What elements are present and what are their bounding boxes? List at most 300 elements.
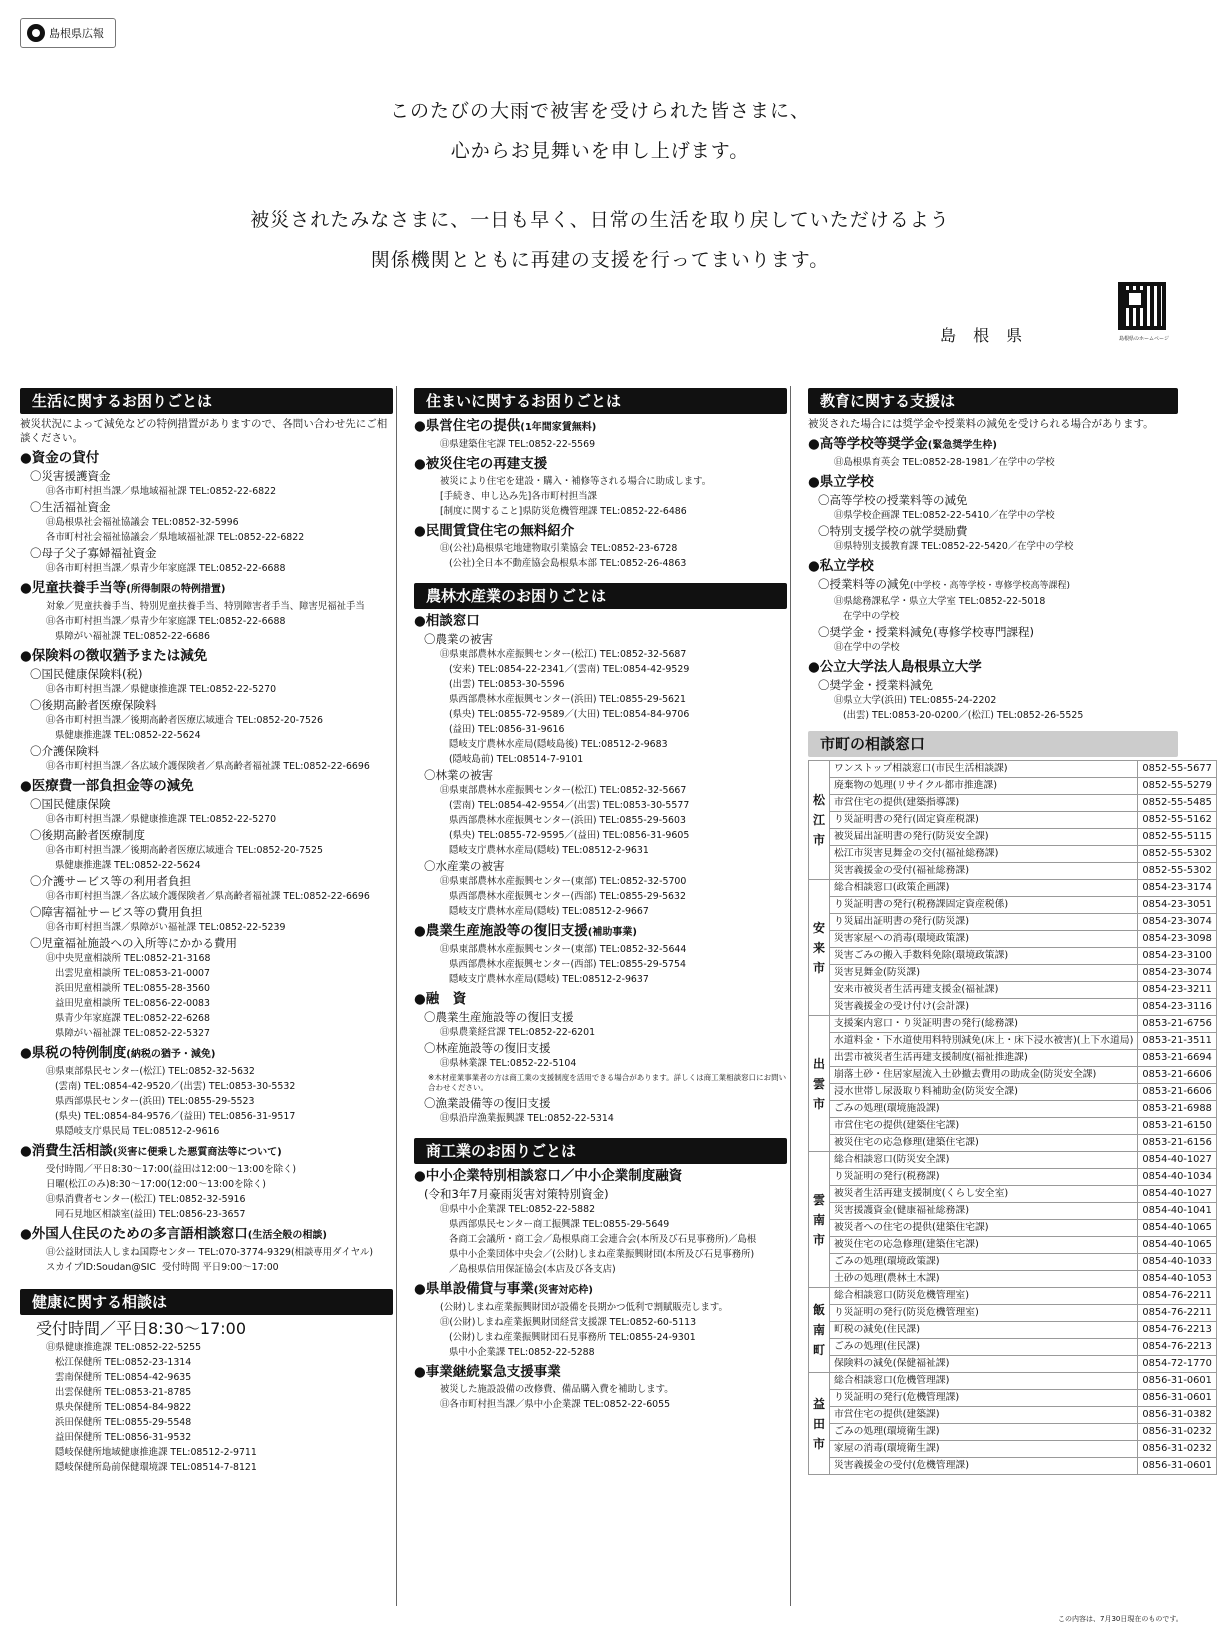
contact-phone: 0854-23-3211 <box>1138 982 1216 999</box>
table-row <box>809 1186 1217 1203</box>
detail-line: ㊐県東部県民センター(松江) TEL:0852-32-5632 <box>46 1066 255 1077</box>
subsection-title: 〇林業の被害 <box>424 768 493 782</box>
contact-phone: 0853-21-6694 <box>1138 1050 1216 1067</box>
detail-line: スカイプID:Soudan@SIC 受付時間 平日9:00～17:00 <box>46 1262 279 1273</box>
contact-item: 出雲市被災者生活再建支援制度(福祉推進課) <box>830 1050 1138 1067</box>
table-row <box>809 1084 1217 1101</box>
section-banner: 農林水産業のお困りごとは <box>414 583 787 609</box>
detail-line: 隠岐保健所島前保健環境課 TEL:08514-7-8121 <box>46 1462 257 1473</box>
detail-line: ㊐県総務課私学・県立大学室 TEL:0852-22-5018 <box>834 596 1046 607</box>
detail-line: 対象／児童扶養手当、特別児童扶養手当、特別障害者手当、障害児福祉手当 <box>46 601 365 612</box>
detail-line: ㊐県立大学(浜田) TEL:0855-24-2202 <box>834 695 997 706</box>
detail-line: 県西部農林水産振興センター(西部) TEL:0855-29-5754 <box>440 959 686 970</box>
section-banner: 商工業のお困りごとは <box>414 1138 787 1164</box>
contact-phone: 0854-40-1053 <box>1138 1271 1216 1288</box>
table-row <box>809 1254 1217 1271</box>
detail-line: ㊐各市町村担当課／後期高齢者医療広域連合 TEL:0852-20-7526 <box>46 715 323 726</box>
column-divider <box>396 386 397 1606</box>
detail-line: ㊐島根県育英会 TEL:0852-28-1981／在学中の学校 <box>834 457 1055 468</box>
table-row <box>809 1033 1217 1050</box>
contact-phone: 0852-55-5115 <box>1138 829 1216 846</box>
detail-line: 隠岐支庁農林水産局(隠岐) TEL:08512-2-9637 <box>440 974 649 985</box>
subsection-title: 〇奨学金・授業料減免 <box>818 678 933 692</box>
contact-item: 災害義援金の受け付け(会計課) <box>830 999 1138 1016</box>
heading-note: (納税の猶予・減免) <box>126 1049 216 1060</box>
city-contacts-table <box>808 760 1217 1475</box>
table-row <box>809 829 1217 846</box>
table-row <box>809 795 1217 812</box>
contact-phone: 0854-23-3074 <box>1138 965 1216 982</box>
table-row <box>809 863 1217 880</box>
city-name: 飯 南 町 <box>809 1288 830 1373</box>
contact-item: 総合相談窓口(防災安全課) <box>830 1152 1138 1169</box>
city-name: 雲 南 市 <box>809 1152 830 1288</box>
health-banner: 健康に関する相談は <box>20 1289 393 1315</box>
detail-line: 浜田児童相談所 TEL:0855-28-3560 <box>46 983 210 994</box>
detail-line: 隠岐支庁農林水産局(隠岐島後) TEL:08512-2-9683 <box>440 739 668 750</box>
contact-item: ワンストップ相談窓口(市民生活相談課) <box>830 761 1138 778</box>
table-row <box>809 1203 1217 1220</box>
detail-line: 県障がい福祉課 TEL:0852-22-5327 <box>46 1028 210 1039</box>
contact-phone: 0853-21-6606 <box>1138 1067 1216 1084</box>
contact-item: 家屋の消毒(環境衛生課) <box>830 1441 1138 1458</box>
detail-line: 県西部農林水産振興センター(浜田) TEL:0855-29-5603 <box>440 815 686 826</box>
contact-phone: 0854-76-2213 <box>1138 1322 1216 1339</box>
detail-line: 受付時間／平日8:30～17:00(益田は12:00～13:00を除く) <box>46 1164 297 1175</box>
housing-column <box>414 388 787 1412</box>
contact-item: 災害義援金の受付(福祉総務課) <box>830 863 1138 880</box>
spacer <box>808 723 1178 731</box>
contact-phone: 0853-21-3511 <box>1138 1033 1216 1050</box>
contact-phone: 0856-31-0232 <box>1138 1424 1216 1441</box>
subsection-title: 〇生活福祉資金 <box>30 500 111 514</box>
contact-item: り災証明書の発行(固定資産税課) <box>830 812 1138 829</box>
detail-line: 被災により住宅を建設・購入・補修等される場合に助成します。 <box>440 476 712 487</box>
contact-item: 崩落土砂・住居家屋流入土砂撤去費用の助成金(防災安全課) <box>830 1067 1138 1084</box>
section-heading: ●私立学校 <box>808 558 874 574</box>
detail-line: ／島根県信用保証協会(本店及び各支店) <box>440 1264 616 1275</box>
table-row <box>809 1390 1217 1407</box>
detail-line: ㊐県沿岸漁業振興課 TEL:0852-22-5314 <box>440 1113 614 1124</box>
section-heading: ●医療費一部負担金等の減免 <box>20 778 194 794</box>
city-name: 出 雲 市 <box>809 1016 830 1152</box>
section-heading: ●県税の特例制度(納税の猶予・減免) <box>20 1045 216 1061</box>
detail-line: 県隠岐支庁県民局 TEL:08512-2-9616 <box>46 1126 220 1137</box>
footnote: ※木材産業事業者の方は商工業の支援制度を活用できる場合があります。詳しくは商工業相談窓口にお問い合わせください。 <box>428 1073 787 1092</box>
subsection-title: 〇児童福祉施設への入所等にかかる費用 <box>30 936 237 950</box>
contact-phone: 0853-21-6156 <box>1138 1135 1216 1152</box>
detail-line: 出雲保健所 TEL:0853-21-8785 <box>46 1387 192 1398</box>
detail-line: ㊐公益財団法人しまね国際センター TEL:070-3774-9329(相談専用ダイヤル) <box>46 1247 374 1258</box>
heading-note: (災害対応枠) <box>533 1285 593 1296</box>
subsection-note: (中学校・高等学校・専修学校高等課程) <box>910 581 1071 591</box>
qr-code-icon[interactable] <box>1118 282 1166 330</box>
detail-line: (県央) TEL:0854-84-9576／(益田) TEL:0856-31-9517 <box>46 1111 296 1122</box>
table-row <box>809 914 1217 931</box>
window-banner: 市町の相談窓口 <box>808 731 1178 757</box>
contact-phone: 0852-55-5279 <box>1138 778 1216 795</box>
section-heading: ●融 資 <box>414 991 467 1007</box>
detail-line: 各商工会議所・商工会／島根県商工会連合会(本所及び石見事務所)／島根 <box>440 1234 757 1245</box>
subsection-title: 〇国民健康保険料(税) <box>30 667 143 681</box>
contact-item: り災証明の発行(危機管理課) <box>830 1390 1138 1407</box>
section-intro: 被災状況によって減免などの特例措置がありますので、各問い合わせ先にご相談ください。 <box>20 418 388 444</box>
detail-line: 被災した施設設備の改修費、備品購入費を補助します。 <box>440 1384 674 1395</box>
detail-line: 隠岐保健所地域健康推進課 TEL:08512-2-9711 <box>46 1447 257 1458</box>
detail-line: ㊐県健康推進課 TEL:0852-22-5255 <box>46 1342 202 1353</box>
contact-phone: 0854-23-3051 <box>1138 897 1216 914</box>
table-row <box>809 1407 1217 1424</box>
detail-line: 県中小企業課 TEL:0852-22-5288 <box>440 1347 595 1358</box>
contact-phone: 0856-31-0601 <box>1138 1373 1216 1390</box>
detail-line: ㊐(公財)しまね産業振興財団経営支援課 TEL:0852-60-5113 <box>440 1317 697 1328</box>
detail-line: 同石見地区相談室(益田) TEL:0856-23-3657 <box>46 1209 246 1220</box>
table-row <box>809 1152 1217 1169</box>
contact-phone: 0854-40-1065 <box>1138 1220 1216 1237</box>
contact-phone: 0854-76-2213 <box>1138 1339 1216 1356</box>
contact-item: 被災住宅の応急修理(建築住宅課) <box>830 1237 1138 1254</box>
detail-line: ㊐県特別支援教育課 TEL:0852-22-5420／在学中の学校 <box>834 541 1074 552</box>
table-row <box>809 1135 1217 1152</box>
heading-note: (1年間家賃無料) <box>520 422 597 433</box>
contact-item: 支援案内窓口・り災証明書の発行(総務課) <box>830 1016 1138 1033</box>
logo-text: 島根県広報 <box>49 27 104 40</box>
detail-line: ㊐中央児童相談所 TEL:0852-21-3168 <box>46 953 211 964</box>
health-hours: 受付時間／平日8:30～17:00 <box>36 1319 247 1338</box>
subsection-title: 〇農業生産施設等の復旧支援 <box>424 1010 574 1024</box>
table-row <box>809 1373 1217 1390</box>
section-heading: ●消費生活相談(災害に便乗した悪質商法等について) <box>20 1143 282 1159</box>
contact-item: り災証明の発行(防災危機管理室) <box>830 1305 1138 1322</box>
detail-line: 各市町村社会福祉協議会／県地域福祉課 TEL:0852-22-6822 <box>46 532 305 543</box>
contact-item: 土砂の処理(農林土木課) <box>830 1271 1138 1288</box>
detail-line: ㊐(公社)島根県宅地建物取引業協会 TEL:0852-23-6728 <box>440 543 678 554</box>
subsection-title: 〇授業料等の減免(中学校・高等学校・専修学校高等課程) <box>818 577 1071 591</box>
detail-line: ㊐各市町村担当課／県障がい福祉課 TEL:0852-22-5239 <box>46 922 286 933</box>
subsection-title: 〇介護サービス等の利用者負担 <box>30 874 191 888</box>
contact-item: ごみの処理(住民課) <box>830 1339 1138 1356</box>
detail-line: 益田児童相談所 TEL:0856-22-0083 <box>46 998 210 1009</box>
detail-line: ㊐県学校企画課 TEL:0852-22-5410／在学中の学校 <box>834 510 1055 521</box>
contact-item: 被災者への住宅の提供(建築住宅課) <box>830 1220 1138 1237</box>
table-row <box>809 1424 1217 1441</box>
prefecture-emblem-icon <box>27 24 45 42</box>
subsection-title: 〇特別支援学校の就学奨励費 <box>818 524 968 538</box>
contact-phone: 0852-55-5302 <box>1138 863 1216 880</box>
contact-phone: 0854-40-1065 <box>1138 1237 1216 1254</box>
contact-item: 被災住宅の応急修理(建築住宅課) <box>830 1135 1138 1152</box>
heading-note: (所得制限の特例措置) <box>126 584 226 595</box>
detail-line: ㊐各市町村担当課／県健康推進課 TEL:0852-22-5270 <box>46 684 277 695</box>
contact-phone: 0854-40-1027 <box>1138 1152 1216 1169</box>
table-row <box>809 1356 1217 1373</box>
contact-item: り災証明の発行(税務課) <box>830 1169 1138 1186</box>
subsection-title: 〇漁業設備等の復旧支援 <box>424 1096 551 1110</box>
section-heading: ●事業継続緊急支援事業 <box>414 1364 561 1380</box>
contact-item: 総合相談窓口(危機管理課) <box>830 1373 1138 1390</box>
contact-item: 総合相談窓口(防災危機管理室) <box>830 1288 1138 1305</box>
table-row <box>809 1169 1217 1186</box>
contact-phone: 0856-31-0601 <box>1138 1390 1216 1407</box>
contact-phone: 0854-40-1034 <box>1138 1169 1216 1186</box>
detail-line: (県央) TEL:0855-72-9595／(益田) TEL:0856-31-9605 <box>440 830 690 841</box>
detail-line: 県西部県民センター(浜田) TEL:0855-29-5523 <box>46 1096 255 1107</box>
table-row <box>809 1458 1217 1475</box>
city-name: 安 来 市 <box>809 880 830 1016</box>
detail-line: ㊐各市町村担当課／県青少年家庭課 TEL:0852-22-6688 <box>46 616 286 627</box>
contact-phone: 0856-31-0601 <box>1138 1458 1216 1475</box>
contact-phone: 0854-23-3174 <box>1138 880 1216 897</box>
detail-line: 隠岐支庁農林水産局(隠岐) TEL:08512-2-9667 <box>440 906 649 917</box>
detail-line: 在学中の学校 <box>834 611 900 622</box>
section-banner: 住まいに関するお困りごとは <box>414 388 787 414</box>
contact-item: 総合相談窓口(政策企画課) <box>830 880 1138 897</box>
heading-note: (生活全般の相談) <box>247 1230 327 1241</box>
city-name: 松 江 市 <box>809 761 830 880</box>
table-row <box>809 1050 1217 1067</box>
detail-line: 県西部農林水産振興センター(浜田) TEL:0855-29-5621 <box>440 694 686 705</box>
contact-item: 安来市被災者生活再建支援金(福祉課) <box>830 982 1138 999</box>
section-heading: ●外国人住民のための多言語相談窓口(生活全般の相談) <box>20 1226 327 1242</box>
table-row <box>809 1067 1217 1084</box>
table-row <box>809 897 1217 914</box>
section-heading: ●被災住宅の再建支援 <box>414 456 548 472</box>
spacer <box>414 1126 787 1138</box>
contact-item: 災害義援金の受付(危機管理課) <box>830 1458 1138 1475</box>
contact-phone: 0854-72-1770 <box>1138 1356 1216 1373</box>
contact-phone: 0852-55-5162 <box>1138 812 1216 829</box>
contact-phone: 0852-55-5677 <box>1138 761 1216 778</box>
signature: 島 根 県 <box>940 326 1029 345</box>
section-heading: ●中小企業特別相談窓口／中小企業制度融資 <box>414 1168 683 1184</box>
subsection-title: 〇国民健康保険 <box>30 797 111 811</box>
contact-item: 浸水世帯し尿汲取り料補助金(防災安全課) <box>830 1084 1138 1101</box>
contact-item: ごみの処理(環境政策課) <box>830 1254 1138 1271</box>
subsection-title: 〇介護保険料 <box>30 744 99 758</box>
detail-line: ㊐県中小企業課 TEL:0852-22-5882 <box>440 1204 596 1215</box>
detail-line: ㊐県林業課 TEL:0852-22-5104 <box>440 1058 577 1069</box>
heading-note: (補助事業) <box>587 927 637 938</box>
table-row <box>809 999 1217 1016</box>
contact-phone: 0852-55-5302 <box>1138 846 1216 863</box>
detail-line: ㊐県東部農林水産振興センター(松江) TEL:0852-32-5687 <box>440 649 687 660</box>
detail-line: 益田保健所 TEL:0856-31-9532 <box>46 1432 192 1443</box>
detail-line: ㊐各市町村担当課／各広域介護保険者／県高齢者福祉課 TEL:0852-22-6696 <box>46 891 370 902</box>
contact-item: 災害家屋への消毒(環境政策課) <box>830 931 1138 948</box>
detail-line: 松江保健所 TEL:0852-23-1314 <box>46 1357 192 1368</box>
contact-item: 松江市災害見舞金の交付(福祉総務課) <box>830 846 1138 863</box>
detail-line: ㊐県消費者センター(松江) TEL:0852-32-5916 <box>46 1194 246 1205</box>
detail-line: (公財)しまね産業振興財団が設備を長期かつ低利で割賦販売します。 <box>440 1302 728 1313</box>
section-heading: ●高等学校等奨学金(緊急奨学生枠) <box>808 436 997 452</box>
contact-phone: 0854-23-3098 <box>1138 931 1216 948</box>
detail-line: (公社)全日本不動産協会島根県本部 TEL:0852-26-4863 <box>440 558 687 569</box>
subsection-title: 〇災害援護資金 <box>30 469 111 483</box>
hero-line-1: このたびの大雨で被害を受けられた皆さまに、 <box>389 100 810 122</box>
table-row <box>809 1322 1217 1339</box>
detail-line: (雲南) TEL:0854-42-9520／(出雲) TEL:0853-30-5532 <box>46 1081 296 1092</box>
hero-line-3: 被災されたみなさまに、一日も早く、日常の生活を取り戻していただけるよう <box>250 209 950 231</box>
section-heading: ●相談窓口 <box>414 613 480 629</box>
table-row <box>809 880 1217 897</box>
contact-item: り災証明書の発行(税務課固定資産税係) <box>830 897 1138 914</box>
contact-item: 災害援護資金(健康福祉総務課) <box>830 1203 1138 1220</box>
contact-item: り災届出証明書の発行(防災課) <box>830 914 1138 931</box>
detail-line: ㊐県東部農林水産振興センター(東部) TEL:0852-32-5644 <box>440 944 687 955</box>
detail-line: (県央) TEL:0855-72-9589／(大田) TEL:0854-84-9706 <box>440 709 690 720</box>
contact-item: 被災届出証明書の発行(防災安全課) <box>830 829 1138 846</box>
contact-item: 市営住宅の提供(建築課) <box>830 1407 1138 1424</box>
detail-line: 県健康推進課 TEL:0852-22-5624 <box>46 860 201 871</box>
contact-item: 廃棄物の処理(リサイクル都市推進課) <box>830 778 1138 795</box>
contact-phone: 0853-21-6150 <box>1138 1118 1216 1135</box>
table-row <box>809 948 1217 965</box>
contact-phone: 0853-21-6756 <box>1138 1016 1216 1033</box>
section-banner: 教育に関する支援は <box>808 388 1178 414</box>
table-row <box>809 982 1217 999</box>
contact-phone: 0854-76-2211 <box>1138 1305 1216 1322</box>
detail-line: ㊐県農業経営課 TEL:0852-22-6201 <box>440 1027 596 1038</box>
contact-item: 災害見舞金(防災課) <box>830 965 1138 982</box>
contact-phone: 0854-40-1027 <box>1138 1186 1216 1203</box>
subsection-title: 〇農業の被害 <box>424 632 493 646</box>
contact-item: ごみの処理(環境施設課) <box>830 1101 1138 1118</box>
contact-phone: 0854-23-3100 <box>1138 948 1216 965</box>
detail-line: ㊐島根県社会福祉協議会 TEL:0852-32-5996 <box>46 517 239 528</box>
table-row <box>809 1288 1217 1305</box>
subsection-title: 〇障害福祉サービス等の費用負担 <box>30 905 203 919</box>
contact-phone: 0853-21-6606 <box>1138 1084 1216 1101</box>
detail-line: 県健康推進課 TEL:0852-22-5624 <box>46 730 201 741</box>
contact-item: 被災者生活再建支援制度(くらし安全室) <box>830 1186 1138 1203</box>
detail-line: (出雲) TEL:0853-30-5596 <box>440 679 565 690</box>
subsection-title: 〇後期高齢者医療保険料 <box>30 698 157 712</box>
hero-line-4: 関係機関とともに再建の支援を行ってまいります。 <box>370 249 830 271</box>
detail-line: 県西部県民センター商工振興課 TEL:0855-29-5649 <box>440 1219 670 1230</box>
table-row <box>809 1220 1217 1237</box>
footer-note: この内容は、7月30日現在のものです。 <box>1058 1615 1183 1623</box>
table-row <box>809 1339 1217 1356</box>
detail-line: ㊐各市町村担当課／県青少年家庭課 TEL:0852-22-6688 <box>46 563 286 574</box>
table-row <box>809 1271 1217 1288</box>
table-row <box>809 1305 1217 1322</box>
detail-line: ㊐県東部農林水産振興センター(東部) TEL:0852-32-5700 <box>440 876 687 887</box>
contact-phone: 0854-40-1033 <box>1138 1254 1216 1271</box>
hero-line-2: 心からお見舞いを申し上げます。 <box>450 140 750 162</box>
table-row <box>809 965 1217 982</box>
contact-phone: 0856-31-0382 <box>1138 1407 1216 1424</box>
heading-note: (緊急奨学生枠) <box>927 440 997 451</box>
detail-line: (益田) TEL:0856-31-9616 <box>440 724 565 735</box>
detail-line: 県青少年家庭課 TEL:0852-22-6268 <box>46 1013 210 1024</box>
section-heading: ●保険料の徴収猶予または減免 <box>20 648 208 664</box>
table-row <box>809 1237 1217 1254</box>
detail-line: (公財)しまね産業振興財団石見事務所 TEL:0855-24-9301 <box>440 1332 696 1343</box>
subsection-title: 〇奨学金・授業料減免(専修学校専門課程) <box>818 625 1034 639</box>
detail-line: 雲南保健所 TEL:0854-42-9635 <box>46 1372 192 1383</box>
detail-line: (出雲) TEL:0853-20-0200／(松江) TEL:0852-26-5525 <box>834 710 1084 721</box>
section-heading: ●資金の貸付 <box>20 450 100 466</box>
spacer <box>20 1275 393 1289</box>
section-heading: ●農業生産施設等の復旧支援(補助事業) <box>414 923 637 939</box>
detail-line: [手続き、申し込み先]各市町村担当課 <box>440 491 597 502</box>
detail-line: 県西部農林水産振興センター(西部) TEL:0855-29-5632 <box>440 891 686 902</box>
detail-line: [制度に関すること]県防災危機管理課 TEL:0852-22-6486 <box>440 506 687 517</box>
detail-line: 県中小企業団体中央会／(公財)しまね産業振興財団(本所及び石見事務所) <box>440 1249 755 1260</box>
detail-line: 浜田保健所 TEL:0855-29-5548 <box>46 1417 192 1428</box>
contact-phone: 0852-55-5485 <box>1138 795 1216 812</box>
section-heading: ●県単設備貸与事業(災害対応枠) <box>414 1281 593 1297</box>
subsection-title: 〇高等学校の授業料等の減免 <box>818 493 968 507</box>
contact-item: 市営住宅の提供(建築指導課) <box>830 795 1138 812</box>
contact-phone: 0854-23-3074 <box>1138 914 1216 931</box>
city-name: 益 田 市 <box>809 1373 830 1475</box>
detail-line: ㊐各市町村担当課／県健康推進課 TEL:0852-22-5270 <box>46 814 277 825</box>
subsection-title: 〇後期高齢者医療制度 <box>30 828 145 842</box>
section-heading: ●公立大学法人島根県立大学 <box>808 659 982 675</box>
detail-line: ㊐各市町村担当課／各広域介護保険者／県高齢者福祉課 TEL:0852-22-6696 <box>46 761 370 772</box>
section-heading: ●県立学校 <box>808 474 874 490</box>
table-row <box>809 1441 1217 1458</box>
education-column <box>808 388 1212 1475</box>
section-heading: ●児童扶養手当等(所得制限の特例措置) <box>20 580 226 596</box>
detail-line: (隠岐島前) TEL:08514-7-9101 <box>440 754 584 765</box>
subsection-title: (令和3年7月豪雨災害対策特別資金) <box>424 1187 609 1201</box>
detail-line: 県障がい福祉課 TEL:0852-22-6686 <box>46 631 210 642</box>
section-intro: 被災された場合には奨学金や授業料の減免を受けられる場合があります。 <box>808 418 1154 430</box>
qr-caption: 島根県のホームページ <box>1119 336 1169 342</box>
contact-item: 保険料の減免(保健福祉課) <box>830 1356 1138 1373</box>
detail-line: ㊐各市町村担当課／後期高齢者医療広域連合 TEL:0852-20-7525 <box>46 845 323 856</box>
contact-phone: 0854-23-3116 <box>1138 999 1216 1016</box>
table-row <box>809 1016 1217 1033</box>
contact-phone: 0856-31-0232 <box>1138 1441 1216 1458</box>
contact-item: ごみの処理(環境衛生課) <box>830 1424 1138 1441</box>
contact-item: 町税の減免(住民課) <box>830 1322 1138 1339</box>
contact-item: 水道料金・下水道使用料特別減免(床上・床下浸水被害)(上下水道局) <box>830 1033 1138 1050</box>
contact-item: 市営住宅の提供(建築住宅課) <box>830 1118 1138 1135</box>
detail-line: ㊐各市町村担当課／県地域福祉課 TEL:0852-22-6822 <box>46 486 277 497</box>
contact-item: 災害ごみの搬入手数料免除(環境政策課) <box>830 948 1138 965</box>
detail-line: 隠岐支庁農林水産局(隠岐) TEL:08512-2-9631 <box>440 845 649 856</box>
subsection-title: 〇林産施設等の復旧支援 <box>424 1041 551 1055</box>
table-row <box>809 761 1217 778</box>
table-row <box>809 812 1217 829</box>
detail-line: (安来) TEL:0854-22-2341／(雲南) TEL:0854-42-9529 <box>440 664 690 675</box>
table-row <box>809 931 1217 948</box>
detail-line: ㊐各市町村担当課／県中小企業課 TEL:0852-22-6055 <box>440 1399 671 1410</box>
column-divider <box>790 386 791 1606</box>
detail-line: ㊐県東部農林水産振興センター(松江) TEL:0852-32-5667 <box>440 785 687 796</box>
table-row <box>809 846 1217 863</box>
table-row <box>809 778 1217 795</box>
contact-phone: 0854-76-2211 <box>1138 1288 1216 1305</box>
detail-line: ㊐県建築住宅課 TEL:0852-22-5569 <box>440 439 596 450</box>
contact-phone: 0853-21-6988 <box>1138 1101 1216 1118</box>
living-column <box>20 388 393 1475</box>
detail-line: 県央保健所 TEL:0854-84-9822 <box>46 1402 192 1413</box>
detail-line: ㊐在学中の学校 <box>834 642 900 653</box>
section-heading: ●県営住宅の提供(1年間家賃無料) <box>414 418 597 434</box>
detail-line: 出雲児童相談所 TEL:0853-21-0007 <box>46 968 210 979</box>
table-row <box>809 1118 1217 1135</box>
contact-phone: 0854-40-1041 <box>1138 1203 1216 1220</box>
detail-line: (雲南) TEL:0854-42-9554／(出雲) TEL:0853-30-5577 <box>440 800 690 811</box>
section-banner: 生活に関するお困りごとは <box>20 388 393 414</box>
detail-line: 日曜(松江のみ)8:30～17:00(12:00～13:00を除く) <box>46 1179 266 1190</box>
prefecture-logo <box>20 18 116 48</box>
table-row <box>809 1101 1217 1118</box>
